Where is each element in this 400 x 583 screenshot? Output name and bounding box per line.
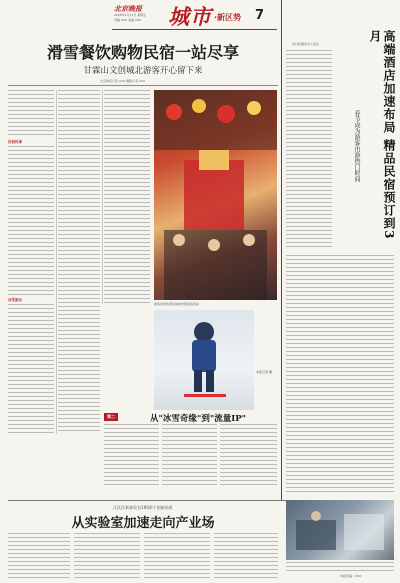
- bottom-right-caption: [286, 562, 394, 572]
- bottom-body-b: [74, 533, 140, 579]
- body-text-col-1a: [8, 90, 54, 138]
- lead-subheadline: 甘霖山文创城北游客开心留下来: [83, 66, 203, 76]
- feature2-body-c: [220, 424, 277, 486]
- feature2-body-a: [104, 424, 159, 486]
- right-body-a: [286, 50, 332, 250]
- paper-logo: 北京晚报: [114, 4, 142, 13]
- editor-line: 责编 XXX 美编 XXX: [114, 18, 142, 22]
- section-title: 城市: [168, 4, 212, 29]
- column-rule: [102, 90, 103, 304]
- lead-photo-festival: [154, 90, 277, 300]
- masthead-rule: [112, 29, 277, 30]
- photo-skiing: [154, 310, 254, 410]
- lab-scene-graphic: [286, 500, 394, 560]
- date-line: 2025年1月17日 星期五: [114, 13, 147, 17]
- section-subtitle: ·新区势: [214, 13, 242, 22]
- right-kicker: 市行政服务中心北区: [292, 42, 320, 46]
- festival-scene-graphic: [154, 90, 277, 300]
- feature2-headline: 从"冰雪奇缘"到"流量IP": [150, 414, 247, 424]
- section-mark-2: 冰雪游乐: [8, 298, 22, 302]
- body-text-col-1b: [8, 146, 54, 296]
- feature2-body-b: [162, 424, 217, 486]
- footer-note: 本版责编：XXX: [340, 574, 362, 578]
- page-number: 7: [255, 8, 265, 23]
- column-rule: [56, 90, 57, 434]
- bottom-headline: 从实验室加速走向产业场: [71, 516, 215, 531]
- bottom-body-d: [214, 533, 278, 579]
- skier-graphic: [154, 310, 254, 410]
- body-text-col-2: [58, 90, 100, 434]
- section-mark-1: 民俗传承: [8, 140, 22, 144]
- photo1-caption: 游客在特色街区体验传统民俗活动: [154, 302, 200, 306]
- lead-byline: 北京晚报记者 XXX 摄影记者 XXX: [100, 79, 146, 83]
- bottom-body-a: [8, 533, 70, 579]
- masthead: [0, 0, 400, 30]
- right-vertical-subheadline: 春节成为游客出游热门时间: [353, 110, 360, 182]
- body-text-col-1c: [8, 304, 54, 434]
- photo2-side-caption: 本报记者 摄: [256, 370, 272, 374]
- right-column-border: [281, 0, 282, 500]
- right-vertical-headline: 高端酒店加速布局 精品民宿预订到3月: [368, 30, 396, 240]
- lead-rule: [8, 85, 278, 86]
- right-body-b: [286, 255, 394, 495]
- body-text-col-3: [104, 90, 150, 304]
- bottom-body-c: [144, 533, 210, 579]
- lead-headline: 滑雪餐饮购物民宿一站尽享: [46, 43, 239, 62]
- feature2-tag: 第二: [104, 413, 118, 421]
- bottom-photo: [286, 500, 394, 560]
- bottom-kicker: 江区区新春发布100余个创新场景: [113, 505, 173, 510]
